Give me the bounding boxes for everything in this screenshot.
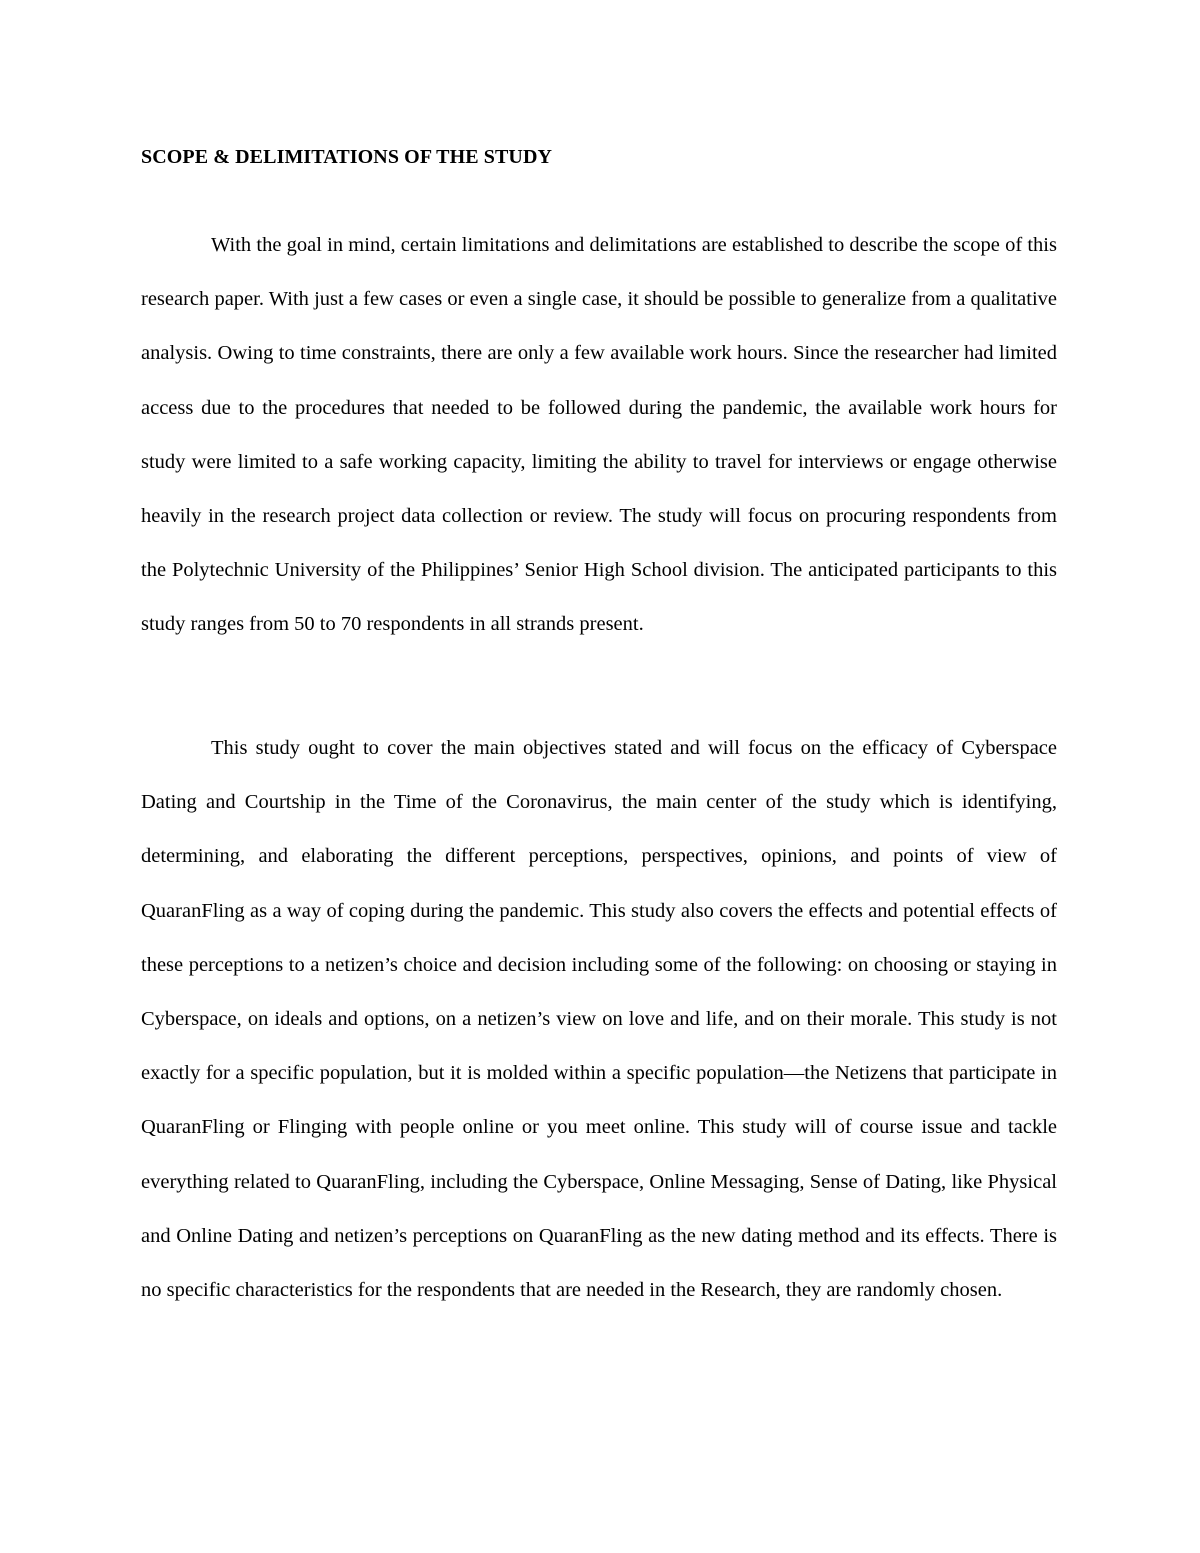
paragraph-study-coverage: This study ought to cover the main objectives stated and will focus on the efficacy of Cyberspace Dating and Courtship in the Time of the Coronavirus, the main center of the study which is identifying, determining, and elaborating the different perceptions, perspectives, opinions, and points of view of QuaranFling as a way of coping during the pandemic. This study also covers the effects and potential effects of these perceptions to a netizen’s choice and decision including some of the following: on choosing or staying in Cyberspace, on ideals and options, on a netizen’s view on love and life, and on their morale. This study is not exactly for a specific population, but it is molded within a specific population—the Netizens that participate in QuaranFling or Flinging with people online or you meet online. This study will of course issue and tackle everything related to QuaranFling, including the Cyberspace, Online Messaging, Sense of Dating, like Physical and Online Dating and netizen’s perceptions on QuaranFling as the new dating method and its effects. There is no specific characteristics for the respondents that are needed in the Research, they are randomly chosen. [141, 737, 1057, 1302]
paragraph-scope-limitations: With the goal in mind, certain limitations and delimitations are established to describe the scope of this research paper. With just a few cases or even a single case, it should be possible to generalize from a qualitative analysis. Owing to time constraints, there are only a few available work hours. Since the researcher had limited access due to the procedures that needed to be followed during the pandemic, the available work hours for study were limited to a safe working capacity, limiting the ability to travel for interviews or engage otherwise heavily in the research project data collection or review. The study will focus on procuring respondents from the Polytechnic University of the Philippines’ Senior High School division. The anticipated participants to this study ranges from 50 to 70 respondents in all strands present. [141, 234, 1057, 636]
section-heading: SCOPE & DELIMITATIONS OF THE STUDY [141, 146, 553, 168]
